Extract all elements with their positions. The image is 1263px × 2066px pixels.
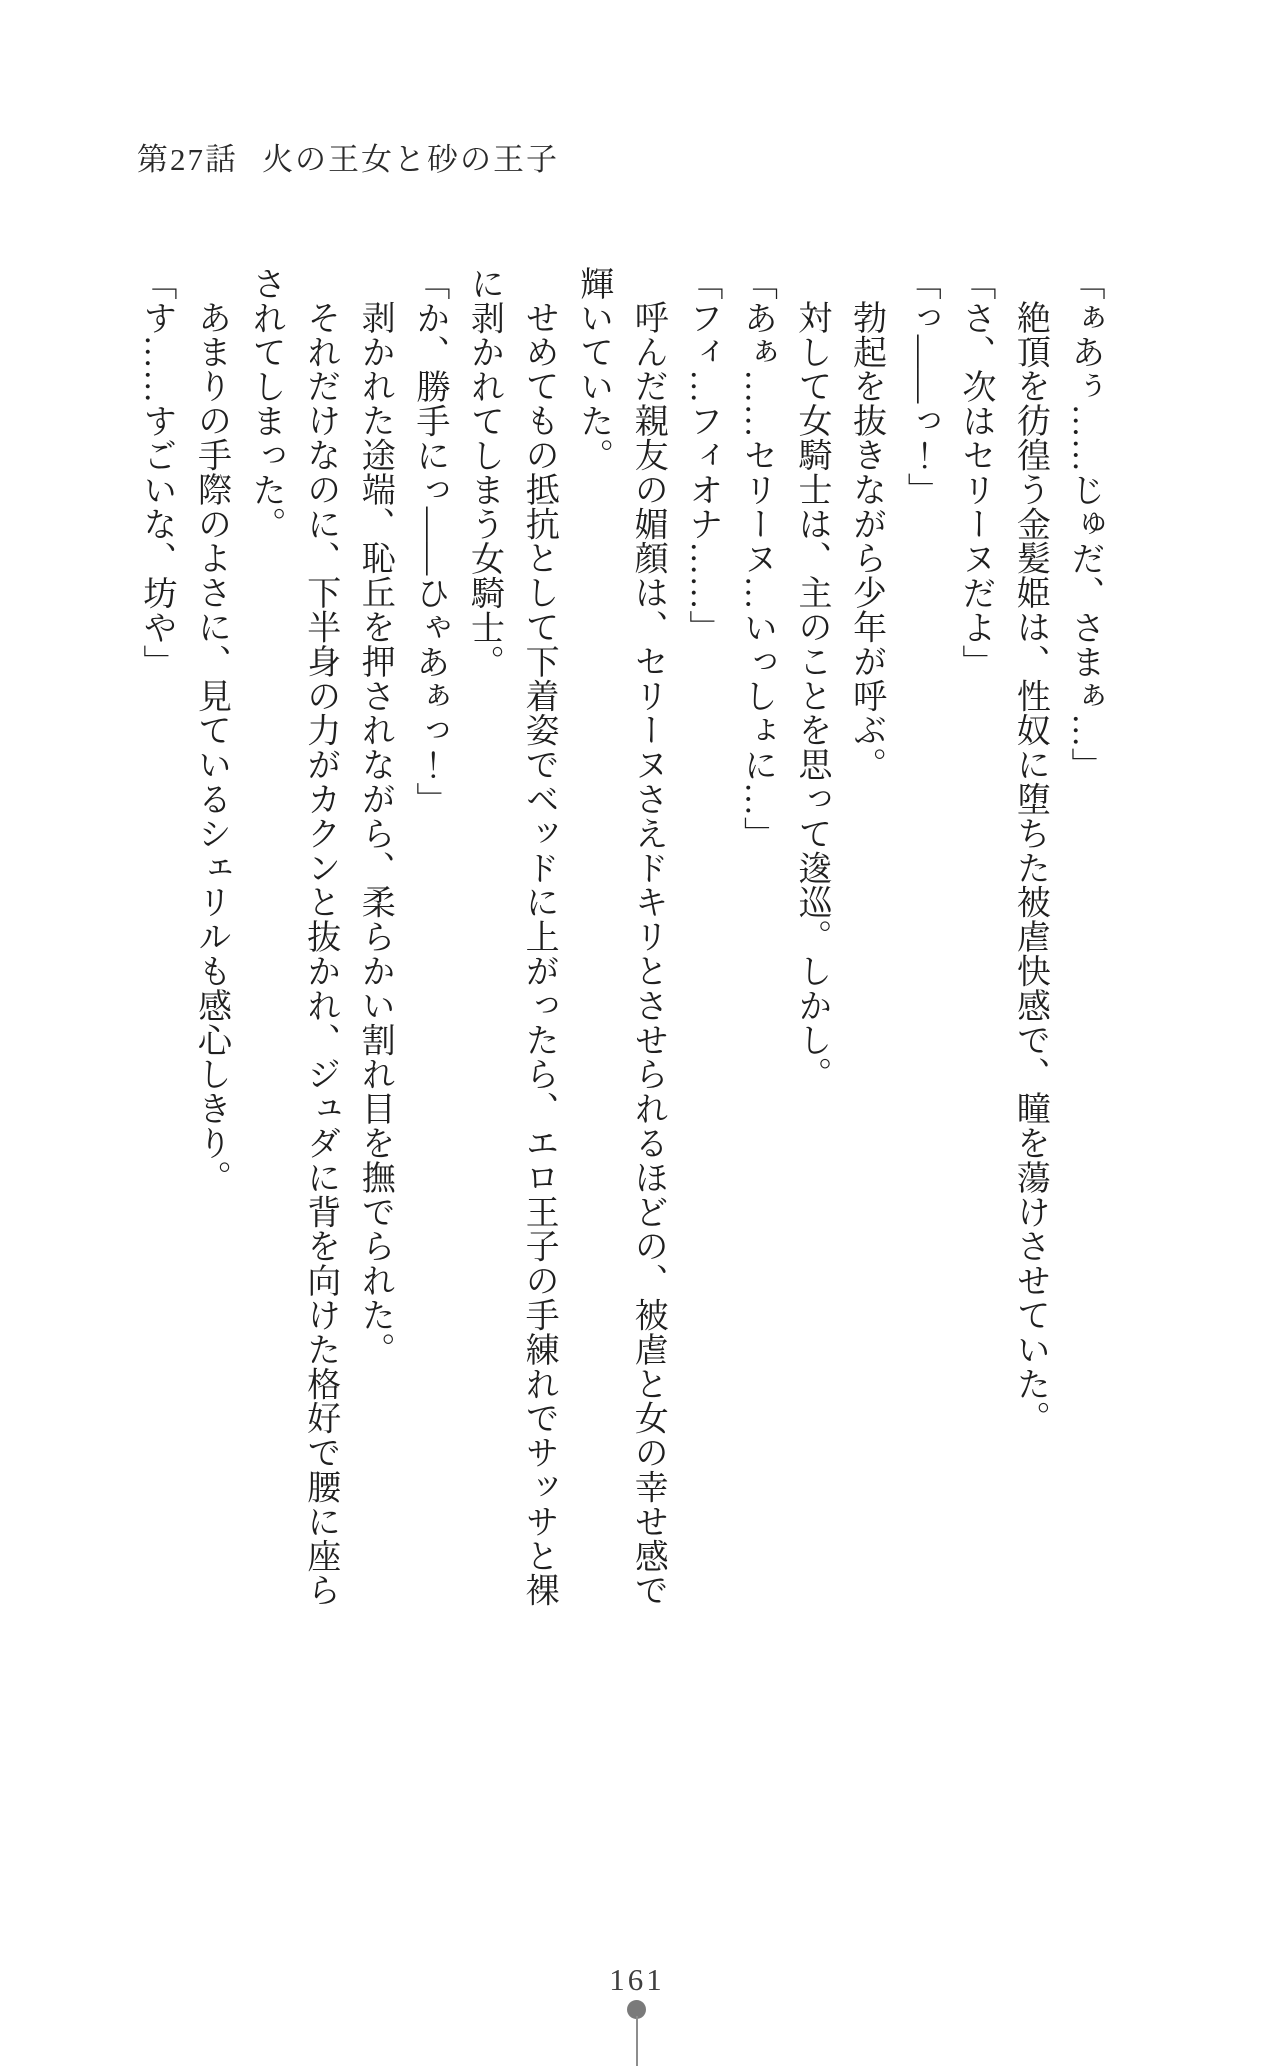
paragraph: 「か、勝手にっ――ひゃあぁっ！」: [410, 266, 448, 817]
paragraph: 「す……すごいな、坊や」: [137, 266, 175, 679]
paragraph: 「っ――っ！」: [902, 266, 940, 507]
chapter-heading: [137, 134, 559, 179]
paragraph: 対して女騎士は、主のことを思って逡巡。しかし。: [793, 300, 831, 1092]
paragraph: 「あぁ……セリーヌ…いっしょに…」: [738, 266, 776, 851]
paragraph: 呼んだ親友の媚顔は、セリーヌさえドキリとさせられるほどの、被虐と女の幸せ感で輝いていた。: [574, 266, 667, 1608]
page-text: [128, 266, 1111, 1641]
chapter-title: 火の王女と砂の王子: [262, 142, 559, 177]
paragraph: 「さ、次はセリーヌだよ」: [956, 266, 994, 679]
paragraph: 「ぁあぅ……じゅだ、さまぁ…」: [1066, 266, 1103, 782]
paragraph: あまりの手際のよさに、見ているシェリルも感心しきり。: [192, 300, 230, 1195]
paragraph: 「フィ…フィオナ……」: [683, 266, 721, 645]
paragraph: 絶頂を彷徨う金髪姫は、性奴に堕ちた被虐快感で、瞳を蕩けさせていた。: [1011, 300, 1049, 1436]
paragraph: せめてもの抵抗として下着姿でベッドに上がったら、エロ王子の手練れでサッサと裸に剥かれてしまう女騎士。: [465, 266, 558, 1608]
chapter-number: 第27話: [137, 142, 238, 177]
paragraph: 剥かれた途端、恥丘を押されながら、柔らかい割れ目を撫でられた。: [356, 300, 394, 1367]
paragraph: それだけなのに、下半身の力がカクンと抜かれ、ジュダに背を向けた格好で腰に座らされてしまった。: [247, 266, 339, 1608]
page-number: 161: [609, 1962, 665, 1997]
paragraph: 勃起を抜きながら少年が呼ぶ。: [847, 300, 885, 782]
page-marker-line: [636, 2016, 638, 2066]
